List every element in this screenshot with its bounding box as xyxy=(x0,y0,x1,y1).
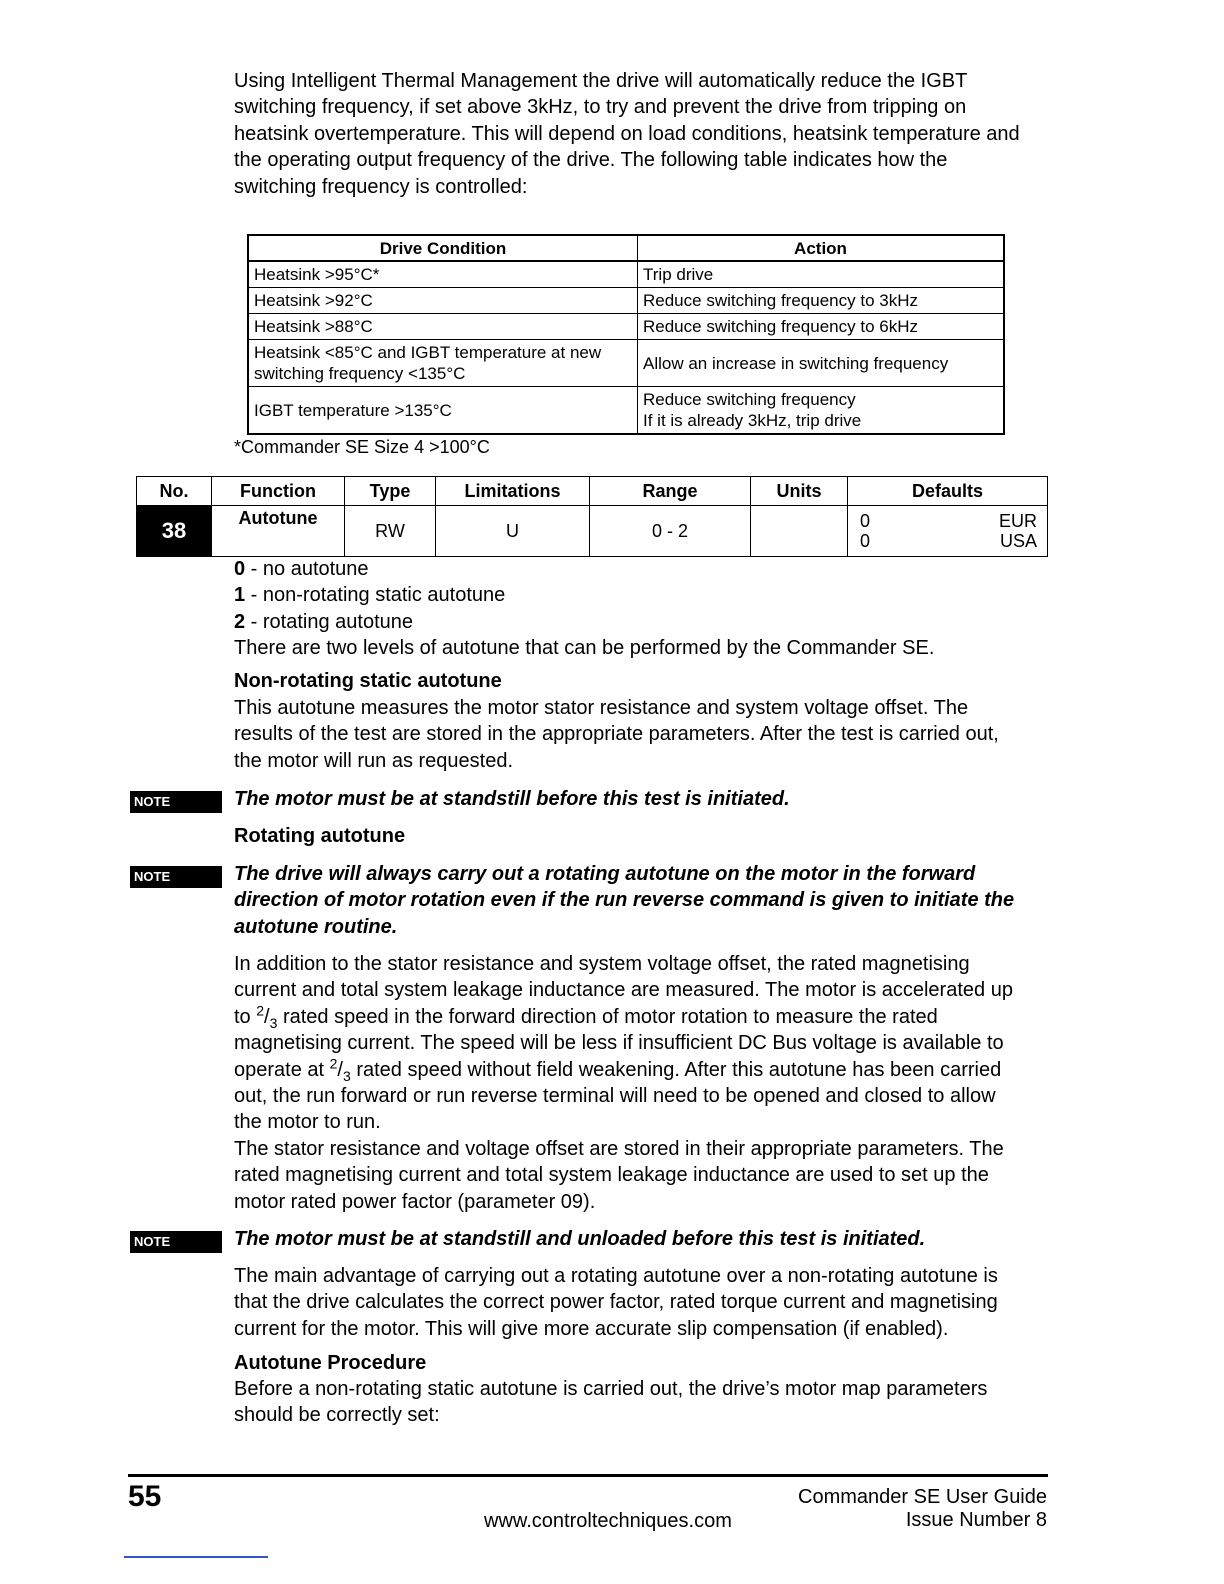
para-line: to $^2/_3$ rated speed in the forward direction of motor rotation to measure the rated xyxy=(234,1002,938,1031)
options-list xyxy=(234,556,1064,662)
list-item xyxy=(234,556,1064,582)
para-line: results of the test are stored in the appropriate parameters. After the test is carried out, xyxy=(234,723,999,746)
intro-line: heatsink overtemperature. This will depend on load conditions, heatsink temperature and xyxy=(234,122,1020,145)
header-range: Range xyxy=(590,477,751,506)
para-line: motor rated power factor (parameter 09). xyxy=(234,1190,596,1213)
default-eur xyxy=(848,511,1047,531)
default-region: USA xyxy=(999,531,1037,551)
default-value: 0 xyxy=(860,531,871,551)
para-line: current for the motor. This will give more accurate slip compensation (if enabled). xyxy=(234,1317,949,1340)
table-row xyxy=(248,288,1004,314)
para-line: out, the run forward or run reverse terminal will need to be opened and closed to allow xyxy=(234,1085,996,1108)
para-line: the motor will run as requested. xyxy=(234,749,514,772)
fraction-denominator: 3 xyxy=(269,1014,278,1031)
table-header-row xyxy=(248,235,1004,261)
footer-divider xyxy=(128,1474,1048,1477)
note-tag: NOTE xyxy=(130,1231,222,1253)
param-limitations: U xyxy=(436,506,590,557)
page-number: 55 xyxy=(128,1480,162,1513)
option-text: - no autotune xyxy=(245,558,369,580)
header-limitations: Limitations xyxy=(436,477,590,506)
action-cell: Trip drive xyxy=(638,261,1005,288)
table-row xyxy=(248,261,1004,288)
note-tag: NOTE xyxy=(130,866,222,888)
header-type: Type xyxy=(345,477,436,506)
footer-link-line xyxy=(124,1556,268,1558)
para-line: magnetising current. The speed will be less if insufficient DC Bus voltage is available to xyxy=(234,1032,1004,1055)
action-line: If it is already 3kHz, trip drive xyxy=(643,411,862,430)
condition-cell: Heatsink >92°C xyxy=(248,288,638,314)
action-cell: Reduce switching frequency to 6kHz xyxy=(638,314,1005,340)
param-type: RW xyxy=(345,506,436,557)
para-line: that the drive calculates the correct power factor, rated torque current and magnetising xyxy=(234,1291,998,1314)
para-line: rated magnetising current and total system leakage inductance are used to set up the xyxy=(234,1164,989,1187)
header-action: Action xyxy=(638,235,1005,261)
header-no: No. xyxy=(137,477,212,506)
footer-website[interactable]: www.controltechniques.com xyxy=(484,1510,732,1532)
para-line: In addition to the stator resistance and system voltage offset, the rated magnetising xyxy=(234,953,970,975)
para-line: The stator resistance and voltage offset are stored in their appropriate parameters. The xyxy=(234,1137,1004,1160)
para-line: operate at $^2/_3$ rated speed without field weakening. After this autotune has been carried xyxy=(234,1054,1002,1084)
param-header-row xyxy=(137,477,1048,506)
note-tag: NOTE xyxy=(130,791,222,813)
header-units: Units xyxy=(751,477,848,506)
note-line: autotune routine. xyxy=(234,915,398,938)
condition-cell: IGBT temperature >135°C xyxy=(248,387,638,435)
table-footnote: *Commander SE Size 4 >100°C xyxy=(234,437,490,457)
header-drive-condition: Drive Condition xyxy=(248,235,638,261)
guide-title: Commander SE User Guide xyxy=(798,1486,1047,1508)
procedure-paragraph xyxy=(234,1376,1074,1429)
intro-line: switching frequency, if set above 3kHz, to try and prevent the drive from tripping on xyxy=(234,96,967,119)
option-number: 2 xyxy=(234,610,246,633)
intro-line: the operating output frequency of the drive. The following table indicates how the xyxy=(234,149,948,172)
header-function: Function xyxy=(212,477,345,506)
note-line: The drive will always carry out a rotating autotune on the motor in the forward xyxy=(234,863,976,885)
param-function: Autotune xyxy=(212,506,345,557)
para-line: This autotune measures the motor stator resistance and system voltage offset. The xyxy=(234,697,969,719)
condition-cell: Heatsink >88°C xyxy=(248,314,638,340)
para-line: current and total system leakage inductance are measured. The motor is accelerated up xyxy=(234,979,1013,1002)
condition-cell: Heatsink <85°C and IGBT temperature at new switching frequency <135°C xyxy=(248,340,638,387)
table-row xyxy=(248,387,1004,435)
param-row xyxy=(137,506,1048,557)
param-number: 38 xyxy=(137,506,212,557)
option-text: - non-rotating static autotune xyxy=(245,584,506,607)
heading-procedure: Autotune Procedure xyxy=(234,1352,427,1374)
fraction-numerator: 2 xyxy=(329,1054,338,1071)
default-usa xyxy=(848,531,1047,551)
advantage-paragraph xyxy=(234,1263,1074,1342)
list-item xyxy=(234,609,1064,635)
para-line: the motor to run. xyxy=(234,1111,381,1134)
intro-paragraph xyxy=(234,68,1064,200)
param-defaults xyxy=(848,506,1048,557)
fraction-denominator: 3 xyxy=(342,1067,351,1084)
note-standstill: The motor must be at standstill before this test is initiated. xyxy=(234,788,790,810)
heading-rotating: Rotating autotune xyxy=(234,825,406,847)
condition-cell: Heatsink >95°C* xyxy=(248,261,638,288)
parameter-table xyxy=(136,476,1048,557)
intro-line: Using Intelligent Thermal Management the drive will automatically reduce the IGBT xyxy=(234,70,968,92)
default-value: 0 xyxy=(860,511,871,531)
thermal-management-table xyxy=(247,234,1005,435)
note-forward-direction xyxy=(234,861,1074,940)
option-text: - rotating autotune xyxy=(245,610,414,633)
table-row xyxy=(248,314,1004,340)
header-defaults: Defaults xyxy=(848,477,1048,506)
option-number: 0 xyxy=(234,558,246,580)
nonrotating-paragraph xyxy=(234,695,1064,774)
intro-line: switching frequency is controlled: xyxy=(234,175,528,198)
fraction-numerator: 2 xyxy=(256,1002,265,1019)
action-cell xyxy=(638,387,1005,435)
footer-guide-info xyxy=(798,1486,1047,1532)
levels-text: There are two levels of autotune that can be performed by the Commander SE. xyxy=(234,637,935,660)
param-units xyxy=(751,506,848,557)
action-cell: Allow an increase in switching frequency xyxy=(638,340,1005,387)
note-line: direction of motor rotation even if the run reverse command is given to initiate the xyxy=(234,889,1015,912)
action-cell: Reduce switching frequency to 3kHz xyxy=(638,288,1005,314)
rotating-paragraph xyxy=(234,951,1074,1215)
table-row xyxy=(248,340,1004,387)
note-standstill-unloaded: The motor must be at standstill and unloaded before this test is initiated. xyxy=(234,1228,926,1250)
option-number: 1 xyxy=(234,584,246,607)
para-line: Before a non-rotating static autotune is carried out, the drive’s motor map parameters xyxy=(234,1378,988,1400)
action-line: Reduce switching frequency xyxy=(643,390,856,409)
para-line: should be correctly set: xyxy=(234,1404,440,1427)
para-line: The main advantage of carrying out a rotating autotune over a non-rotating autotune is xyxy=(234,1265,998,1287)
list-item xyxy=(234,582,1064,608)
default-region: EUR xyxy=(998,511,1037,531)
param-range: 0 - 2 xyxy=(590,506,751,557)
issue-number: Issue Number 8 xyxy=(905,1509,1047,1531)
heading-nonrotating: Non-rotating static autotune xyxy=(234,670,502,692)
